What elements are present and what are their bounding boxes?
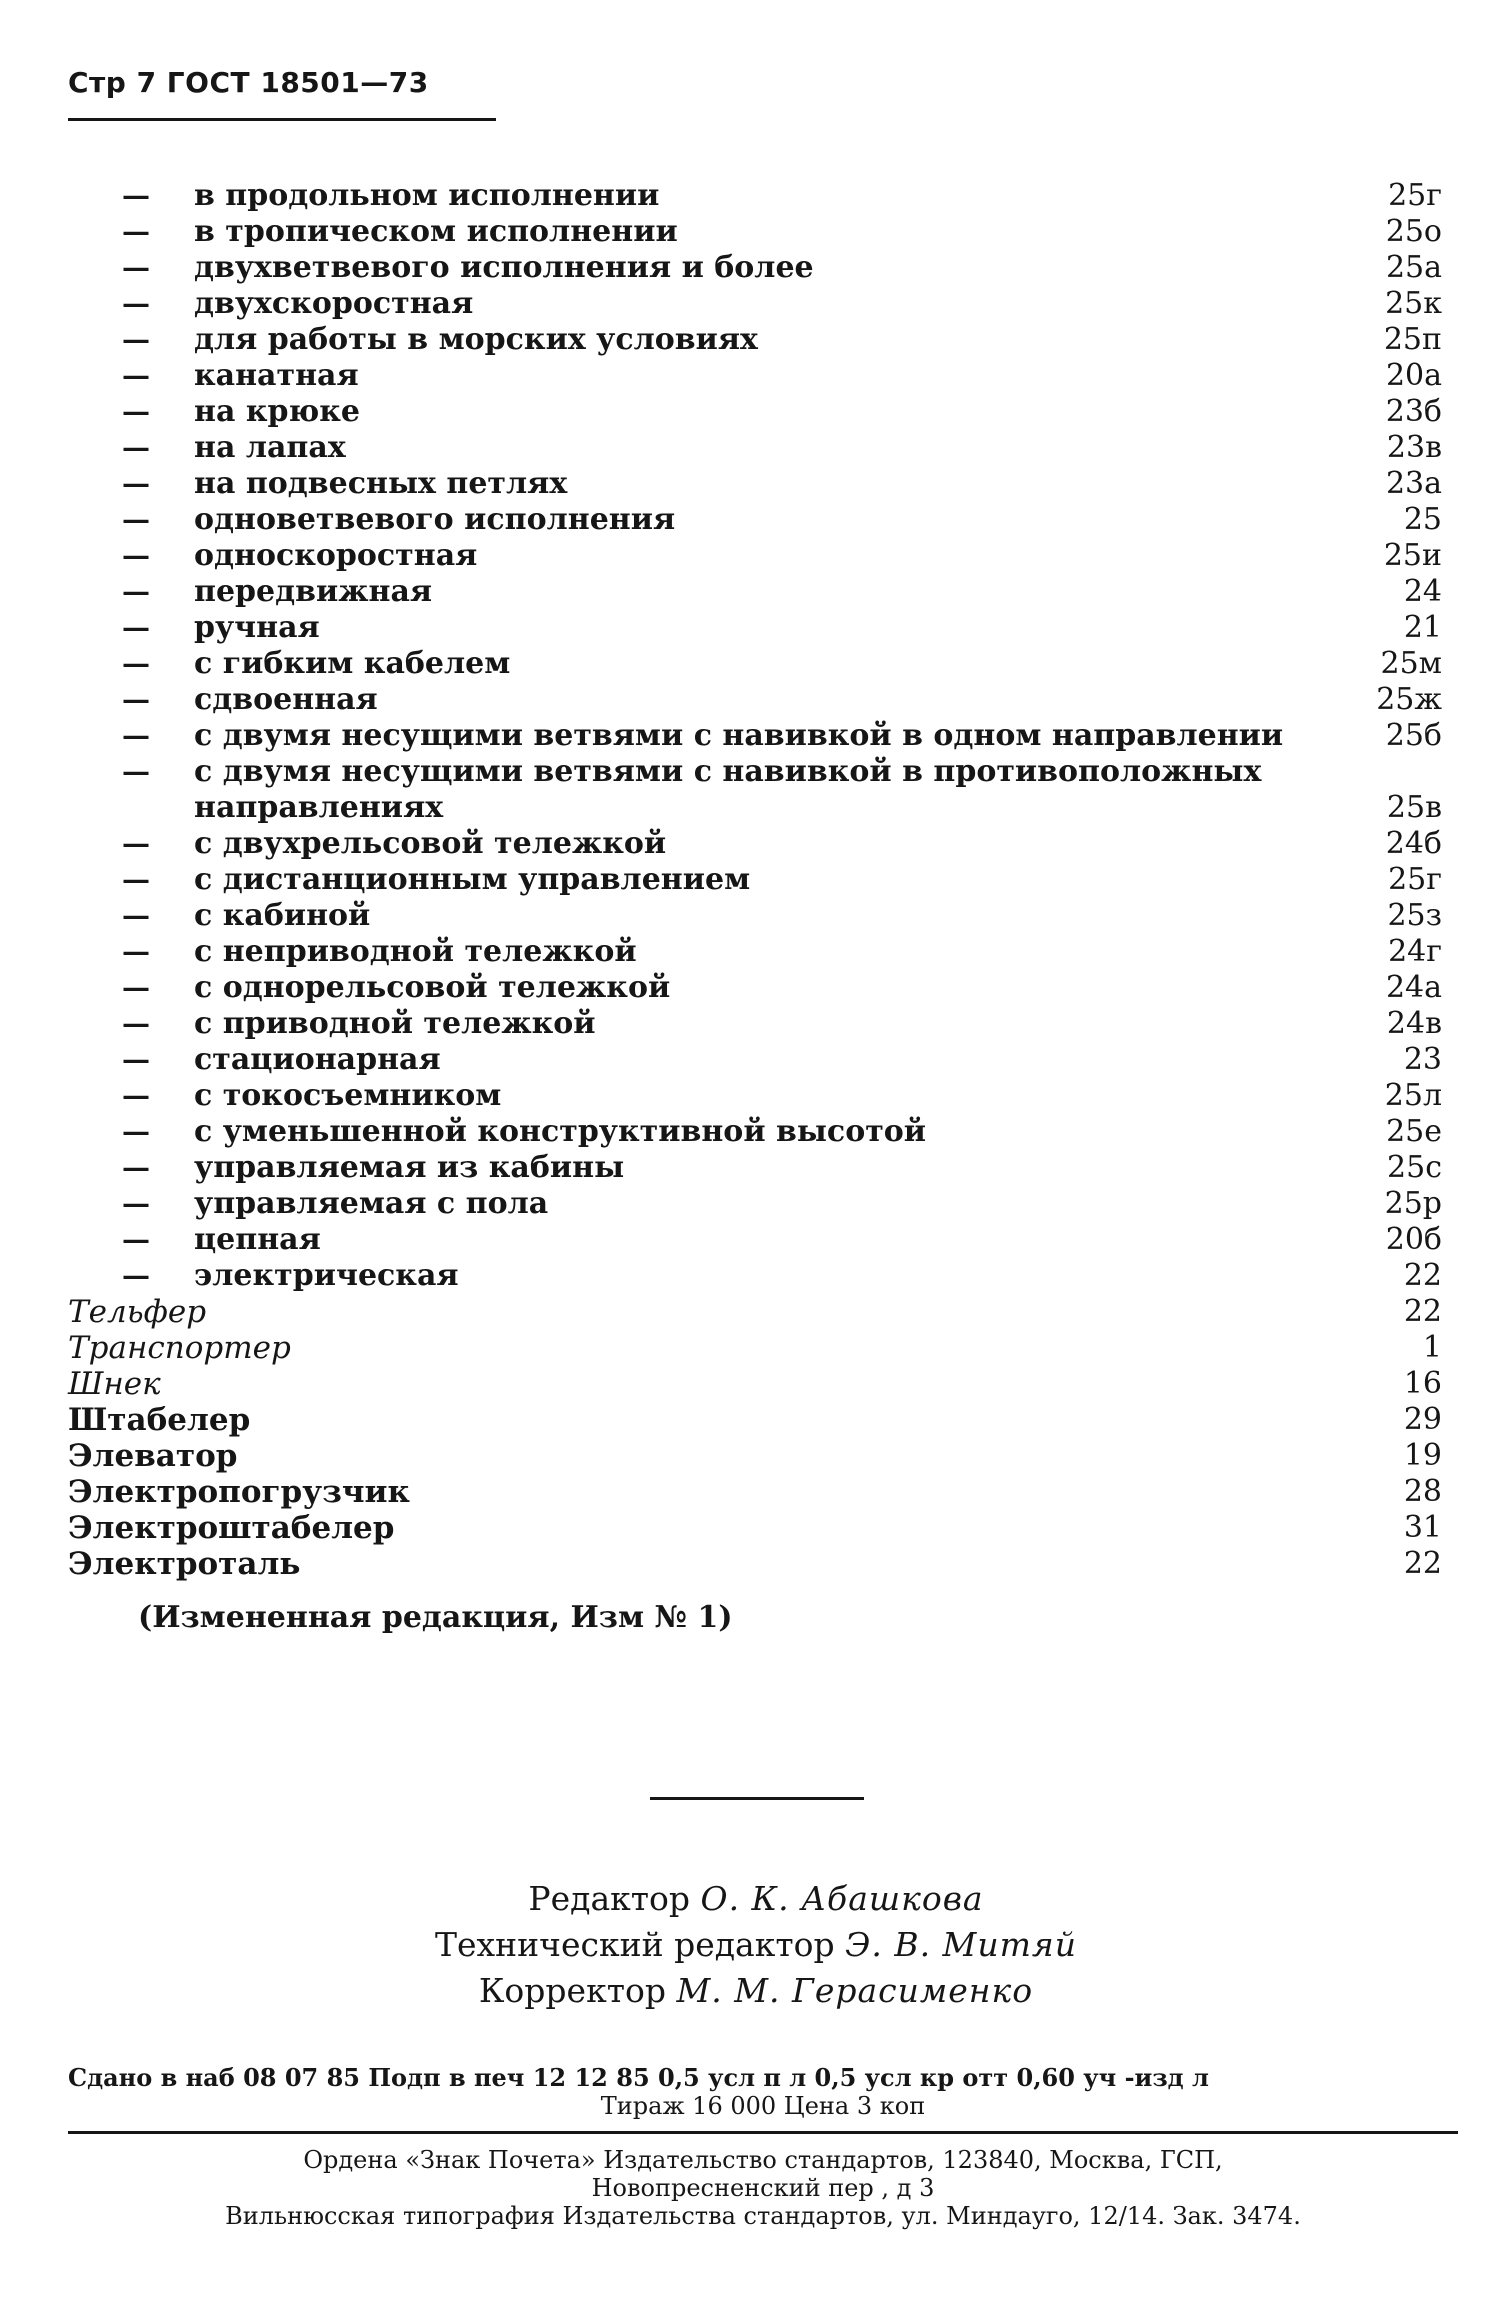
- printer-line: Вильнюсская типография Издательства стандартов, ул. Миндауго, 12/14. Зак. 3474.: [225, 2202, 1301, 2230]
- entry-number: 20а: [1385, 358, 1442, 393]
- entry-number: 23б: [1385, 394, 1442, 429]
- index-entry: [68, 1222, 1458, 1258]
- index-entry: [68, 430, 1458, 466]
- entry-dash: —: [122, 611, 150, 644]
- index-entry: [68, 970, 1458, 1006]
- separator-rule: [650, 1797, 864, 1800]
- entry-term: передвижная: [194, 574, 433, 609]
- index-heading-entry: [68, 1474, 1458, 1510]
- index-entry: [68, 358, 1458, 394]
- index-entry: [68, 1186, 1458, 1222]
- entry-term: стационарная: [194, 1042, 441, 1077]
- entry-term: с приводной тележкой: [194, 1006, 596, 1041]
- entry-number: 24: [1403, 574, 1442, 609]
- entry-number: 25л: [1384, 1078, 1442, 1113]
- entry-dash: —: [122, 467, 150, 500]
- index-entry: [68, 322, 1458, 358]
- heading-term: Штабелер: [68, 1402, 251, 1438]
- index-entry: [68, 178, 1458, 214]
- entry-number: 25: [1403, 502, 1442, 537]
- index-entry: [68, 862, 1458, 898]
- entry-number: 19: [1403, 1438, 1442, 1473]
- header-rule: [68, 118, 496, 121]
- heading-term: Транспортер: [68, 1330, 291, 1366]
- entry-dash: —: [122, 503, 150, 536]
- entry-number: 24б: [1385, 826, 1442, 861]
- index-entry: [68, 466, 1458, 502]
- entry-number: 23: [1403, 1042, 1442, 1077]
- entry-number: 21: [1403, 610, 1442, 645]
- entry-number: 16: [1403, 1366, 1442, 1401]
- index-entry: [68, 898, 1458, 934]
- index-entry: [68, 1150, 1458, 1186]
- credit-technical-editor: [0, 1922, 1512, 1968]
- entry-term: цепная: [194, 1222, 321, 1257]
- credit-proofreader: [0, 1968, 1512, 2014]
- entry-dash: —: [122, 323, 150, 356]
- entry-term: односкоростная: [194, 538, 478, 573]
- entry-term: в тропическом исполнении: [194, 214, 678, 249]
- entry-number: 28: [1403, 1474, 1442, 1509]
- entry-number: 22: [1403, 1258, 1442, 1293]
- entry-term: на лапах: [194, 430, 346, 465]
- heading-term: Электроталь: [68, 1546, 301, 1582]
- entry-term: на крюке: [194, 394, 360, 429]
- publisher-line: Ордена «Знак Почета» Издательство стандартов, 123840, Москва, ГСП,: [303, 2146, 1223, 2174]
- entry-term: с дистанционным управлением: [194, 862, 751, 897]
- index-entry: [68, 826, 1458, 862]
- entry-number: 20б: [1385, 1222, 1442, 1257]
- entry-number: 25а: [1385, 250, 1442, 285]
- entry-number: 31: [1403, 1510, 1442, 1545]
- entry-number: 25б: [1385, 718, 1442, 753]
- entry-dash: —: [122, 1043, 150, 1076]
- entry-term: ручная: [194, 610, 320, 645]
- entry-term: сдвоенная: [194, 682, 378, 717]
- entry-term: с однорельсовой тележкой: [194, 970, 671, 1005]
- heading-term: Электропогрузчик: [68, 1474, 410, 1510]
- entry-dash: —: [122, 683, 150, 716]
- heading-term: Тельфер: [68, 1294, 207, 1330]
- credit-role: Корректор: [478, 1971, 666, 2010]
- amendment-note: (Измененная редакция, Изм № 1): [138, 1600, 733, 1635]
- index-entry: [68, 250, 1458, 286]
- entry-dash: —: [122, 539, 150, 572]
- index-entry: [68, 502, 1458, 538]
- entry-number: 25ж: [1376, 682, 1442, 717]
- entry-dash: —: [122, 755, 150, 788]
- index-entry: [68, 934, 1458, 970]
- entry-number: 24а: [1385, 970, 1442, 1005]
- index-heading-entry: [68, 1402, 1458, 1438]
- entry-number: 25о: [1385, 214, 1442, 249]
- index-entry: [68, 574, 1458, 610]
- entry-dash: —: [122, 431, 150, 464]
- entry-term: с гибким кабелем: [194, 646, 511, 681]
- entry-number: 29: [1403, 1402, 1442, 1437]
- index-entry: [68, 718, 1458, 754]
- index-entry: [68, 1078, 1458, 1114]
- index-entry: [68, 682, 1458, 718]
- entry-term: с двухрельсовой тележкой: [194, 826, 667, 861]
- entry-term: с двумя несущими ветвями с навивкой в одном направлении: [194, 718, 1284, 753]
- index-entry: [68, 394, 1458, 430]
- entry-number: 1: [1422, 1330, 1442, 1365]
- entry-dash: —: [122, 899, 150, 932]
- entry-dash: —: [122, 827, 150, 860]
- entry-dash: —: [122, 251, 150, 284]
- entry-number: 25в: [1386, 790, 1442, 825]
- entry-dash: —: [122, 1007, 150, 1040]
- index-entry-continuation: [68, 790, 1458, 826]
- index-entry: [68, 610, 1458, 646]
- imprint-rule: [68, 2131, 1458, 2134]
- entry-number: 25з: [1387, 898, 1442, 933]
- entry-dash: —: [122, 1223, 150, 1256]
- entry-number: 24в: [1386, 1006, 1442, 1041]
- index-entry: [68, 214, 1458, 250]
- entry-dash: —: [122, 215, 150, 248]
- entry-dash: —: [122, 395, 150, 428]
- entry-term: двухветвевого исполнения и более: [194, 250, 814, 285]
- entry-dash: —: [122, 179, 150, 212]
- entry-dash: —: [122, 1259, 150, 1292]
- heading-term: Электроштабелер: [68, 1510, 395, 1546]
- entry-term: на подвесных петлях: [194, 466, 568, 501]
- entry-term: направлениях: [194, 790, 444, 825]
- index-entry: [68, 646, 1458, 682]
- entry-term: канатная: [194, 358, 359, 393]
- index-heading-entry: [68, 1510, 1458, 1546]
- entry-term: электрическая: [194, 1258, 459, 1293]
- index-heading-entry: [68, 1366, 1458, 1402]
- entry-number: 25п: [1383, 322, 1442, 357]
- entry-dash: —: [122, 647, 150, 680]
- index-entry: [68, 538, 1458, 574]
- entry-number: 25р: [1384, 1186, 1442, 1221]
- entry-dash: —: [122, 287, 150, 320]
- credit-role: Технический редактор: [435, 1925, 835, 1964]
- entry-number: 25е: [1386, 1114, 1442, 1149]
- index-heading-entry: [68, 1330, 1458, 1366]
- imprint-print-details: Сдано в наб 08 07 85 Подп в печ 12 12 85 0,5 усл п л 0,5 усл кр отт 0,60 уч -изд л: [68, 2063, 1209, 2092]
- entry-term: для работы в морских условиях: [194, 322, 758, 357]
- entry-number: 25и: [1383, 538, 1442, 573]
- entry-dash: —: [122, 971, 150, 1004]
- entry-number: 25г: [1388, 178, 1442, 213]
- index-entry: [68, 1006, 1458, 1042]
- index-entry: [68, 1042, 1458, 1078]
- entry-number: 25с: [1387, 1150, 1442, 1185]
- entry-number: 23а: [1385, 466, 1442, 501]
- entry-number: 25к: [1385, 286, 1442, 321]
- entry-dash: —: [122, 1187, 150, 1220]
- entry-dash: —: [122, 719, 150, 752]
- credit-person: М. М. Герасименко: [676, 1971, 1034, 2010]
- entry-number: 24г: [1388, 934, 1442, 969]
- entry-dash: —: [122, 359, 150, 392]
- entry-number: 22: [1403, 1294, 1442, 1329]
- entry-term: с токосъемником: [194, 1078, 502, 1113]
- entry-dash: —: [122, 1151, 150, 1184]
- entry-term: в продольном исполнении: [194, 178, 660, 213]
- entry-term: с неприводной тележкой: [194, 934, 637, 969]
- index-entry: [68, 286, 1458, 322]
- entry-number: 25м: [1380, 646, 1442, 681]
- entry-term: одноветвевого исполнения: [194, 502, 676, 537]
- credit-editor: [0, 1876, 1512, 1922]
- entry-dash: —: [122, 1079, 150, 1112]
- index-heading-entry: [68, 1438, 1458, 1474]
- publisher-address: Новопресненский пер , д 3: [591, 2174, 935, 2202]
- credit-role: Редактор: [528, 1879, 691, 1918]
- entry-dash: —: [122, 1115, 150, 1148]
- credit-person: О. К. Абашкова: [700, 1879, 984, 1918]
- entry-term: управляемая из кабины: [194, 1150, 625, 1185]
- entry-term: с уменьшенной конструктивной высотой: [194, 1114, 927, 1149]
- index-entry: [68, 754, 1458, 790]
- entry-term: с кабиной: [194, 898, 371, 933]
- imprint-run: Тираж 16 000 Цена 3 коп: [600, 2092, 926, 2120]
- entry-dash: —: [122, 575, 150, 608]
- credit-person: Э. В. Митяй: [845, 1925, 1077, 1964]
- index-entry: [68, 1258, 1458, 1294]
- index-entry: [68, 1114, 1458, 1150]
- entry-dash: —: [122, 863, 150, 896]
- heading-term: Шнек: [68, 1366, 161, 1402]
- entry-dash: —: [122, 935, 150, 968]
- heading-term: Элеватор: [68, 1438, 238, 1474]
- index-heading-entry: [68, 1546, 1458, 1582]
- entry-number: 22: [1403, 1546, 1442, 1581]
- entry-term: управляемая с пола: [194, 1186, 549, 1221]
- entry-term: двухскоростная: [194, 286, 474, 321]
- index-heading-entry: [68, 1294, 1458, 1330]
- entry-number: 25г: [1388, 862, 1442, 897]
- entry-number: 23в: [1386, 430, 1442, 465]
- entry-term: с двумя несущими ветвями с навивкой в противоположных: [194, 754, 1262, 789]
- page-header: Стр 7 ГОСТ 18501—73: [68, 66, 429, 99]
